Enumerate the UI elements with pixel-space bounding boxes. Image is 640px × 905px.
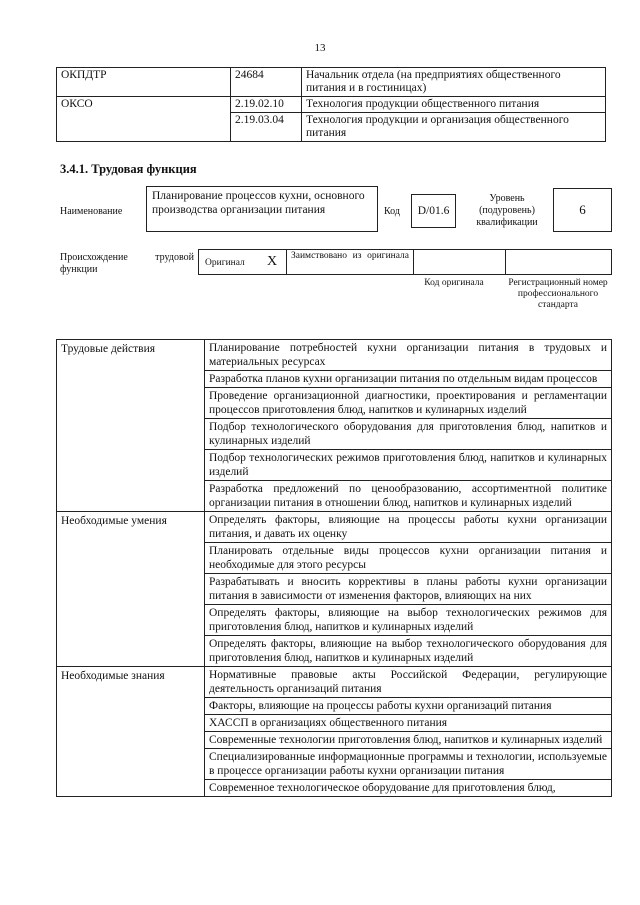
original-mark: X bbox=[267, 254, 278, 269]
original-label: Оригинал bbox=[205, 258, 245, 268]
table-row bbox=[57, 68, 606, 97]
requirement-item: Планирование потребностей кухни организации питания в трудовых и материальных ресурсах bbox=[205, 340, 612, 371]
code-description-cell: Начальник отдела (на предприятиях общественного питания и в гостиницах) bbox=[302, 68, 606, 97]
code-description-cell: Технология продукции и организация общественного питания bbox=[302, 113, 606, 142]
requirement-item: Определять факторы, влияющие на выбор технологического оборудования для приготовления блюд, напитков и кулинарных изделий bbox=[205, 636, 612, 667]
divider bbox=[505, 250, 506, 274]
requirement-item: Подбор технологических режимов приготовления блюд, напитков и кулинарных изделий bbox=[205, 450, 612, 481]
code-original-label: Код оригинала bbox=[424, 278, 484, 288]
section-category-cell: Необходимые знания bbox=[57, 667, 205, 797]
section-category-cell: Трудовые действия bbox=[57, 340, 205, 512]
requirement-item: ХАССП в организациях общественного питания bbox=[205, 715, 612, 732]
requirement-item: Специализированные информационные программы и технологии, используемые в процессе организации работы кухни организации питания bbox=[205, 749, 612, 780]
code-label: Код bbox=[384, 206, 400, 217]
level-label: Уровень (подуровень) квалификации bbox=[476, 193, 538, 228]
function-code-box: D/01.6 bbox=[411, 194, 456, 228]
origin-label: Происхождение трудовой функции bbox=[60, 252, 194, 275]
table-row bbox=[57, 667, 612, 698]
requirements-table bbox=[56, 339, 612, 797]
code-number-cell: 2.19.02.10 bbox=[231, 97, 302, 113]
qualification-level-box: 6 bbox=[553, 188, 612, 232]
table-row bbox=[57, 340, 612, 371]
requirement-item: Подбор технологического оборудования для приготовления блюд, напитков и кулинарных изделий bbox=[205, 419, 612, 450]
requirement-item: Разработка планов кухни организации питания по отдельным видам процессов bbox=[205, 371, 612, 388]
origin-row bbox=[198, 249, 612, 275]
borrowed-label: Заимствовано из оригинала bbox=[291, 251, 409, 261]
requirement-item: Планировать отдельные виды процессов кухни организации питания и необходимые для этого ресурсы bbox=[205, 543, 612, 574]
name-label: Наименование bbox=[60, 206, 123, 217]
table-row bbox=[57, 512, 612, 543]
divider bbox=[413, 250, 414, 274]
code-description-cell: Технология продукции общественного питания bbox=[302, 97, 606, 113]
requirement-item: Определять факторы, влияющие на процессы работы кухни организации питания, и давать их оценку bbox=[205, 512, 612, 543]
classification-codes-table bbox=[56, 67, 606, 142]
requirement-item: Разработка предложений по ценообразованию, ассортиментной политике организации питания в отношении блюд, напитков и кулинарных изделий bbox=[205, 481, 612, 512]
code-number-cell: 2.19.03.04 bbox=[231, 113, 302, 142]
requirement-item: Проведение организационной диагностики, проектирования и регламентации процессов приготовления блюд, напитков и кулинарных изделий bbox=[205, 388, 612, 419]
code-number-cell: 24684 bbox=[231, 68, 302, 97]
table-row bbox=[57, 97, 606, 113]
requirement-item: Разрабатывать и вносить коррективы в планы работы кухни организации питания в зависимости от изменения факторов, влияющих на них bbox=[205, 574, 612, 605]
reg-number-label: Регистрационный номер профессионального стандарта bbox=[508, 278, 608, 310]
requirement-item: Определять факторы, влияющие на выбор технологических режимов для приготовления блюд, напитков и кулинарных изделий bbox=[205, 605, 612, 636]
function-name-box: Планирование процессов кухни, основного производства организации питания bbox=[146, 186, 378, 232]
requirement-item: Современные технологии приготовления блюд, напитков и кулинарных изделий bbox=[205, 732, 612, 749]
page-number: 13 bbox=[314, 42, 326, 54]
code-cell: ОКПДТР bbox=[57, 68, 231, 97]
divider bbox=[286, 250, 287, 274]
section-title: 3.4.1. Трудовая функция bbox=[60, 162, 197, 176]
requirement-item: Современное технологическое оборудование для приготовления блюд, bbox=[205, 780, 612, 797]
requirement-item: Нормативные правовые акты Российской Федерации, регулирующие деятельность организаций питания bbox=[205, 667, 612, 698]
requirement-item: Факторы, влияющие на процессы работы кухни организаций питания bbox=[205, 698, 612, 715]
section-category-cell: Необходимые умения bbox=[57, 512, 205, 667]
code-cell: ОКСО bbox=[57, 97, 231, 142]
